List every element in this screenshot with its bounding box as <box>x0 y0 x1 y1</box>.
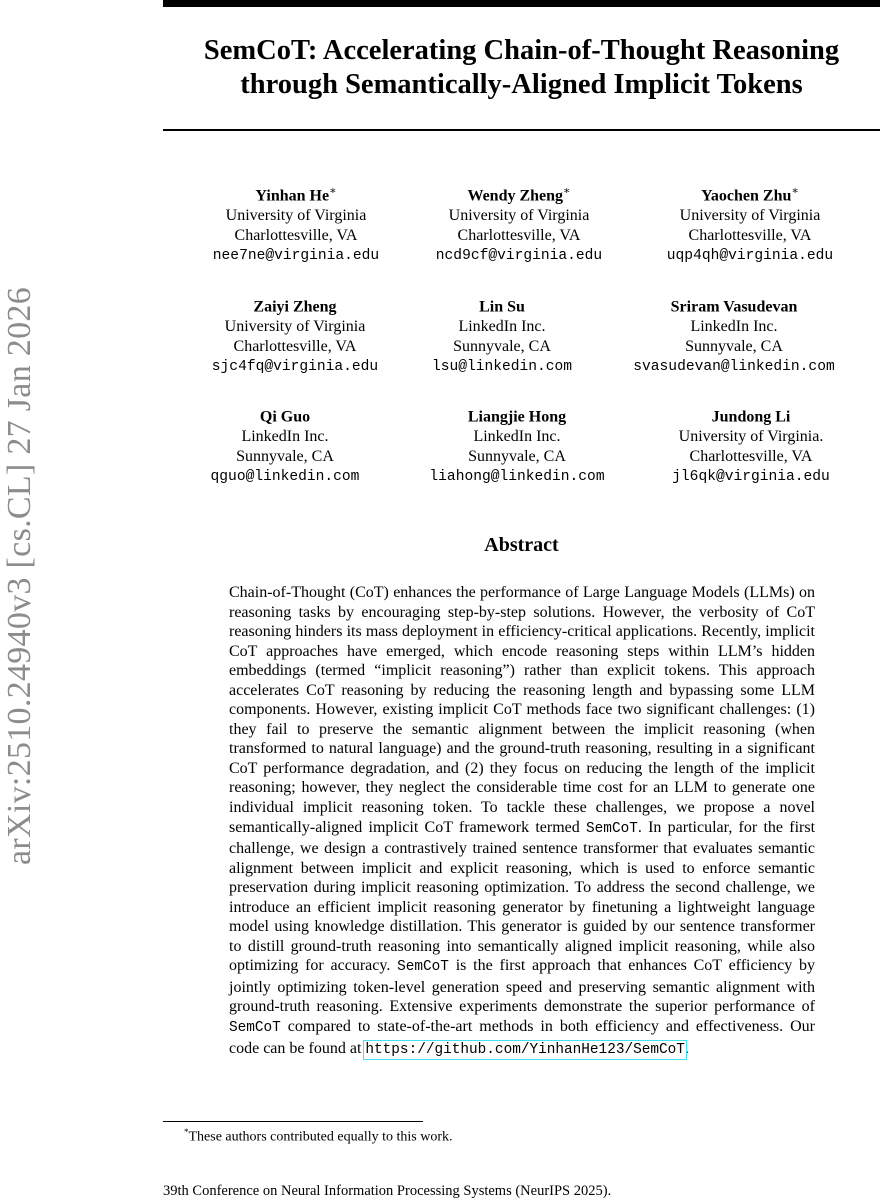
author-location: Charlottesville, VA <box>233 338 357 356</box>
author-email[interactable]: sjc4fq@virginia.edu <box>211 359 379 376</box>
author-location: Sunnyvale, CA <box>468 448 566 466</box>
code-repo-link[interactable]: https://github.com/YinhanHe123/SemCoT <box>365 1041 685 1058</box>
author-affiliation: University of Virginia <box>448 207 590 225</box>
author-email[interactable]: liahong@linkedin.com <box>429 469 605 486</box>
abstract-heading: Abstract <box>484 534 559 556</box>
paper-title <box>163 34 880 102</box>
author-name: Wendy Zheng∗ <box>467 185 571 205</box>
author-affiliation: LinkedIn Inc. <box>690 318 778 336</box>
author-card <box>609 292 859 377</box>
arxiv-stamp-text: arXiv:2510.24940v3 [cs.CL] 27 Jan 2026 <box>1 287 38 865</box>
author-name: Qi Guo <box>259 408 311 426</box>
author-card <box>394 181 644 266</box>
author-affiliation: University of Virginia <box>224 318 366 336</box>
author-card <box>171 181 421 266</box>
author-affiliation: LinkedIn Inc. <box>458 318 546 336</box>
author-name: Yinhan He∗ <box>255 185 337 205</box>
arxiv-stamp <box>0 0 40 1200</box>
venue-note: 39th Conference on Neural Information Processing Systems (NeurIPS 2025). <box>163 1183 612 1199</box>
author-name: Lin Su <box>479 298 525 316</box>
author-email[interactable]: nee7ne@virginia.edu <box>212 248 380 265</box>
author-name: Liangjie Hong <box>467 408 567 426</box>
author-card <box>377 292 627 377</box>
author-location: Charlottesville, VA <box>457 227 581 245</box>
author-location: Sunnyvale, CA <box>236 448 334 466</box>
author-name: Zaiyi Zheng <box>253 298 337 316</box>
author-affiliation: University of Virginia <box>225 207 367 225</box>
author-email[interactable]: svasudevan@linkedin.com <box>633 359 835 376</box>
author-email[interactable]: qguo@linkedin.com <box>210 469 360 486</box>
author-card <box>625 181 875 266</box>
footnote-text: These authors contributed equally to this work. <box>188 1129 453 1145</box>
method-name: SemCoT <box>397 959 449 976</box>
author-name: Sriram Vasudevan <box>670 298 798 316</box>
author-location: Sunnyvale, CA <box>685 338 783 356</box>
author-card <box>160 402 410 487</box>
author-affiliation: LinkedIn Inc. <box>473 428 561 446</box>
author-email[interactable]: jl6qk@virginia.edu <box>672 469 830 486</box>
author-affiliation: University of Virginia <box>679 207 821 225</box>
footnote <box>184 1127 453 1146</box>
abstract-body: Chain-of-Thought (CoT) enhances the performance of Large Language Models (LLMs) on reasoning tasks by encouraging step-by-step solutions. However, the verbosity of CoT reasoning hinders its mass deployment in efficiency-critical applications. Recently, implicit CoT approaches have emerged, which encode reasoning steps within LLM’s hidden embeddings (termed “implicit reasoning”) rather than explicit tokens. This approach accelerates CoT reasoning by reducing the reasoning length and bypassing some LLM components. However, existing implicit CoT methods face two significant challenges: (1) they fail to preserve the semantic alignment between the implicit reasoning (when transformed to natural language) and the ground-truth reasoning, resulting in a significant CoT performance degradation, and (2) they focus on reducing the length of the implicit reasoning; however, they neglect the considerable time cost for an LLM to generate one individual implicit reasoning token. To tackle these challenges, we propose a novel semantically-aligned implicit CoT framework termed SemCoT. In particular, for the first challenge, we design a contrastively trained sentence transformer that evaluates semantic alignment between implicit and explicit reasoning, which is used to enforce semantic preservation during implicit reasoning optimization. To address the second challenge, we introduce an efficient implicit reasoning generator by finetuning a lightweight language model using knowledge distillation. This generator is guided by our sentence transformer to distill ground-truth reasoning into semantically aligned implicit reasoning, while also optimizing for accuracy. SemCoT is the first approach that enhances CoT efficiency by jointly optimizing token-level generation speed and preserving semantic alignment with ground-truth reasoning. Extensive experiments demonstrate the superior performance of SemCoT compared to state-of-the-art methods in both efficiency and effectiveness. Our code can be found at https://github.com/YinhanHe123/SemCoT. <box>229 584 816 1058</box>
author-card <box>626 402 876 487</box>
footnote-rule <box>163 1121 423 1122</box>
author-email[interactable]: ncd9cf@virginia.edu <box>435 248 603 265</box>
author-affiliation: University of Virginia. <box>678 428 824 446</box>
title-line-2: through Semantically-Aligned Implicit Tokens <box>240 69 803 100</box>
author-location: Sunnyvale, CA <box>453 338 551 356</box>
author-location: Charlottesville, VA <box>688 227 812 245</box>
author-affiliation: LinkedIn Inc. <box>241 428 329 446</box>
title-rule <box>163 129 880 131</box>
author-name: Jundong Li <box>711 408 791 426</box>
top-rule <box>163 0 880 7</box>
method-name: SemCoT <box>229 1020 281 1037</box>
author-location: Charlottesville, VA <box>234 227 358 245</box>
method-name: SemCoT <box>586 820 638 837</box>
author-card <box>392 402 642 487</box>
title-line-1: SemCoT: Accelerating Chain-of-Thought Reasoning <box>203 35 840 66</box>
author-location: Charlottesville, VA <box>689 448 813 466</box>
author-email[interactable]: uqp4qh@virginia.edu <box>666 248 834 265</box>
footnote-mark: * <box>184 1127 189 1137</box>
author-email[interactable]: lsu@linkedin.com <box>431 359 573 376</box>
author-name: Yaochen Zhu∗ <box>701 185 799 205</box>
